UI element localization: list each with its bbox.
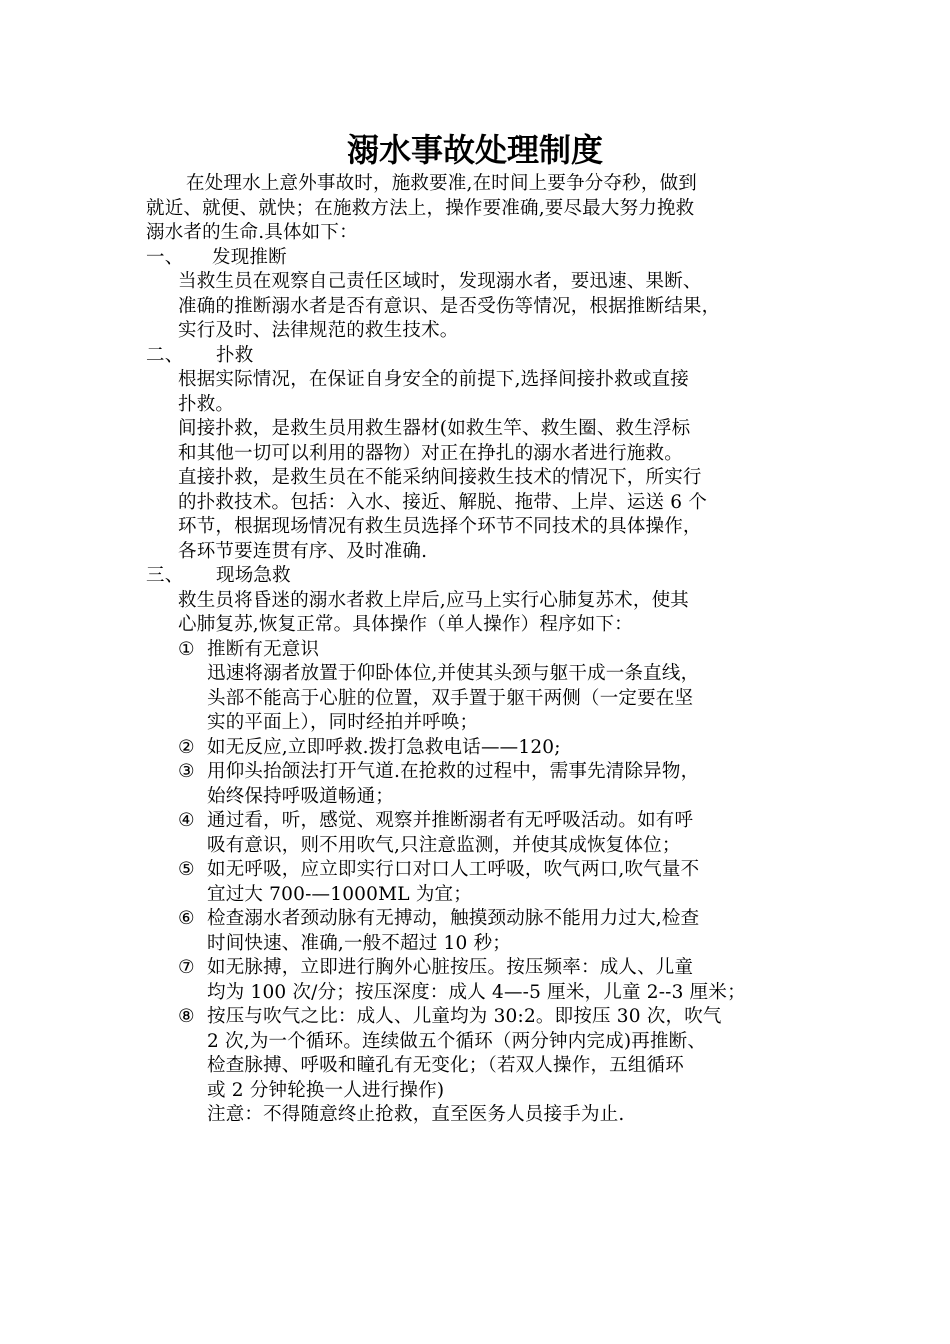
- section-heading-3: [146, 564, 812, 589]
- paragraph-line: 直接扑救，是救生员在不能采纳间接救生技术的情况下，所实行: [178, 467, 702, 488]
- intro-line: 溺水者的生命.具体如下：: [146, 222, 358, 243]
- paragraph-line: 和其他一切可以利用的器物）对正在挣扎的溺水者进行施救。: [178, 442, 683, 464]
- paragraph-line: 环节，根据现场情况有救生员选择个环节不同技术的具体操作，: [178, 516, 702, 537]
- paragraph-line: 间接扑救，是救生员用救生器材(如救生竿、救生圈、救生浮标: [178, 418, 691, 439]
- step-line: 宜过大 700-—1000ML 为宜；: [207, 883, 472, 905]
- step-item: [146, 760, 812, 785]
- step-text: 通过看，听，感觉、观察并推断溺者有无呼吸活动。如有呼: [207, 810, 694, 831]
- step-text: 如无脉搏，立即进行胸外心脏按压。按压频率：成人、儿童: [207, 957, 694, 978]
- step-line: 或 2 分钟轮换一人进行操作): [207, 1079, 445, 1101]
- step-line: 迅速将溺者放置于仰卧体位,并使其头颈与躯干成一条直线，: [207, 663, 700, 684]
- section-number: 二、: [146, 344, 184, 366]
- step-text: 用仰头抬颌法打开气道.在抢救的过程中，需事先清除异物，: [207, 761, 700, 782]
- step-item: [146, 638, 812, 663]
- paragraph-line: 扑救。: [178, 393, 235, 415]
- intro-line: 在处理水上意外事故时，施救要准,在时间上要争分夺秒，做到: [186, 173, 697, 194]
- step-marker: ②: [178, 736, 195, 758]
- paragraph-line: 各环节要连贯有序、及时准确.: [178, 540, 428, 562]
- step-text: 按压与吹气之比：成人、儿童均为 30:2。即按压 30 次，吹气: [207, 1006, 722, 1027]
- step-line: 2 次,为一个循环。连续做五个循环（两分钟内完成)再推断、: [207, 1030, 707, 1052]
- step-marker: ⑦: [178, 957, 195, 978]
- step-marker: ①: [178, 638, 195, 660]
- step-text: 如无呼吸，应立即实行口对口人工呼吸，吹气两口,吹气量不: [207, 859, 700, 880]
- step-item: [146, 1005, 812, 1030]
- section-title: 现场急救: [216, 565, 291, 586]
- document-title: 溺水事故处理制度: [346, 131, 603, 169]
- step-line: 均为 100 次/分；按压深度：成人 4—-5 厘米，儿童 2--3 厘米；: [207, 981, 746, 1003]
- step-text: 如无反应,立即呼救.拨打急救电话——120;: [207, 736, 561, 758]
- paragraph-line: 心肺复苏,恢复正常。具体操作（单人操作）程序如下：: [178, 614, 633, 635]
- section-heading-1: [146, 246, 812, 271]
- note-text: 注意：不得随意终止抢救，直至医务人员接手为止.: [207, 1104, 625, 1125]
- step-item: [146, 956, 812, 981]
- step-text: 推断有无意识: [207, 638, 320, 660]
- paragraph-line: 根据实际情况，在保证自身安全的前提下,选择间接扑救或直接: [178, 369, 689, 390]
- step-marker: ⑧: [178, 1006, 195, 1027]
- step-item: [146, 809, 812, 834]
- document-body: [146, 172, 812, 1128]
- section-number: 一、: [146, 246, 184, 268]
- step-line: 头部不能高于心脏的位置，双手置于躯干两侧（一定要在坚: [207, 687, 694, 709]
- paragraph-line: 准确的推断溺水者是否有意识、是否受伤等情况，根据推断结果，: [178, 295, 721, 317]
- step-item: [146, 736, 812, 761]
- step-marker: ⑥: [178, 908, 195, 929]
- step-line: 始终保持呼吸道畅通；: [207, 785, 395, 807]
- step-marker: ④: [178, 810, 195, 831]
- step-marker: ⑤: [178, 859, 195, 880]
- step-line: 吸有意识，则不用吹气,只注意监测，并使其成恢复体位；: [207, 834, 681, 856]
- step-item: [146, 858, 812, 883]
- step-text: 检查溺水者颈动脉有无搏动，触摸颈动脉不能用力过大,检查: [207, 908, 700, 929]
- step-marker: ③: [178, 761, 195, 782]
- section-title: 扑救: [216, 344, 254, 366]
- step-line: 检查脉搏、呼吸和瞳孔有无变化；（若双人操作，五组循环: [207, 1055, 684, 1076]
- section-number: 三、: [146, 565, 184, 586]
- intro-line: 就近、就便、就快；在施救方法上，操作要准确,要尽最大努力挽救: [146, 197, 695, 219]
- step-line: 实的平面上），同时经拍并呼唤；: [207, 712, 479, 733]
- paragraph-line: 当救生员在观察自己责任区域时，发现溺水者，要迅速、果断、: [178, 271, 702, 292]
- paragraph-line: 救生员将昏迷的溺水者救上岸后,应马上实行心肺复苏术，使其: [178, 589, 689, 611]
- paragraph-line: 的扑救技术。包括：入水、接近、解脱、拖带、上岸、运送 6 个: [178, 491, 708, 513]
- section-title: 发现推断: [212, 246, 287, 268]
- step-item: [146, 907, 812, 932]
- section-heading-2: [146, 344, 812, 369]
- paragraph-line: 实行及时、法律规范的救生技术。: [178, 320, 459, 341]
- step-line: 时间快速、准确,一般不超过 10 秒；: [207, 932, 511, 954]
